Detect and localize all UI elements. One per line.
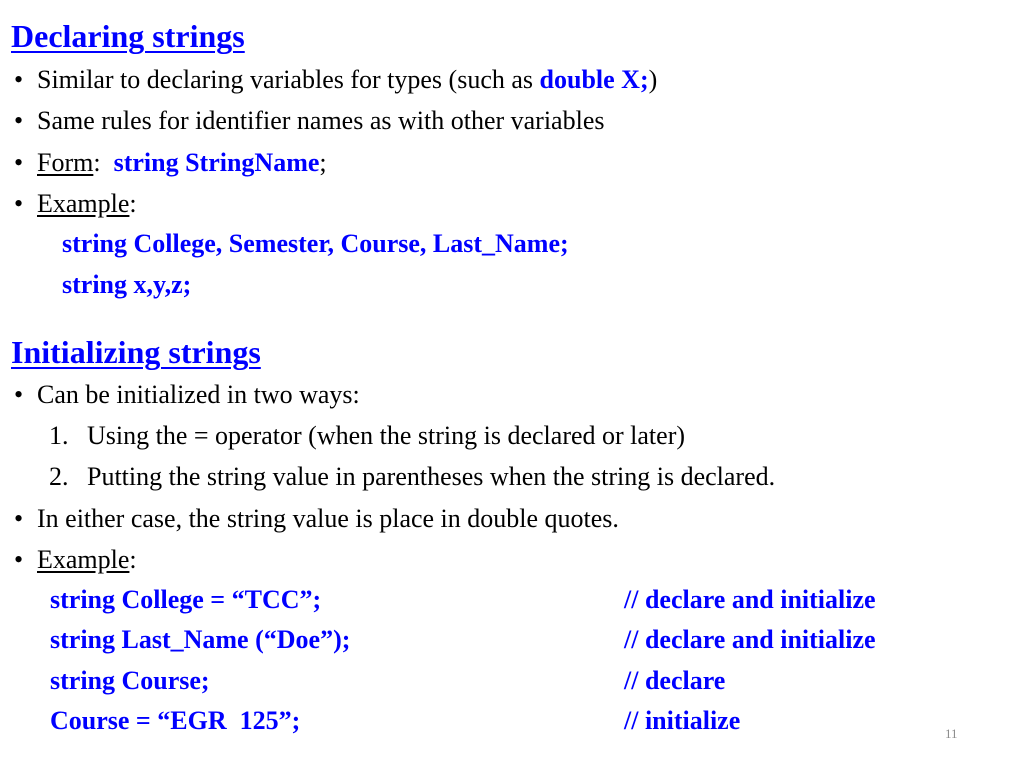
- code-comment: // declare and initialize: [624, 625, 876, 654]
- bullet-similar-declaring: Similar to declaring variables for types (such as double X;): [37, 65, 658, 94]
- bullet-icon: •: [14, 504, 24, 533]
- bullet-double-quotes: In either case, the string value is place in double quotes.: [37, 504, 619, 533]
- code-comment: // initialize: [624, 706, 741, 735]
- bullet-icon: •: [14, 545, 24, 574]
- inline-code-double: double X;: [539, 65, 649, 94]
- bullet-example: Example:: [37, 189, 137, 218]
- bullet-icon: •: [14, 106, 24, 135]
- example-label: Example: [37, 189, 130, 218]
- code-line: string College, Semester, Course, Last_Name;: [62, 229, 569, 258]
- list-number: 2.: [49, 462, 69, 491]
- code-comment: // declare and initialize: [624, 585, 876, 614]
- form-label: Form: [37, 148, 94, 177]
- list-number: 1.: [49, 421, 69, 450]
- bullet-icon: •: [14, 148, 24, 177]
- bullet-icon: •: [14, 380, 24, 409]
- bullet-identifier-rules: Same rules for identifier names as with other variables: [37, 106, 605, 135]
- bullet-example-2: Example:: [37, 545, 137, 574]
- list-item: Using the = operator (when the string is declared or later): [87, 421, 686, 450]
- code-line: Course = “EGR 125”;: [50, 706, 301, 735]
- code-line: string Last_Name (“Doe”);: [50, 625, 351, 654]
- code-line: string College = “TCC”;: [50, 585, 322, 614]
- list-item: Putting the string value in parentheses when the string is declared.: [87, 462, 776, 491]
- bullet-two-ways: Can be initialized in two ways:: [37, 380, 360, 409]
- example-label: Example: [37, 545, 130, 574]
- section-heading-initializing: Initializing strings: [11, 334, 261, 370]
- section-heading-declaring: Declaring strings: [11, 18, 245, 54]
- bullet-form: Form: string StringName;: [37, 148, 327, 177]
- bullet-icon: •: [14, 65, 24, 94]
- code-line: string x,y,z;: [62, 270, 192, 299]
- code-comment: // declare: [624, 666, 726, 695]
- page-number: 11: [945, 726, 958, 741]
- bullet-icon: •: [14, 189, 24, 218]
- form-code: string StringName: [113, 148, 320, 177]
- code-line: string Course;: [50, 666, 210, 695]
